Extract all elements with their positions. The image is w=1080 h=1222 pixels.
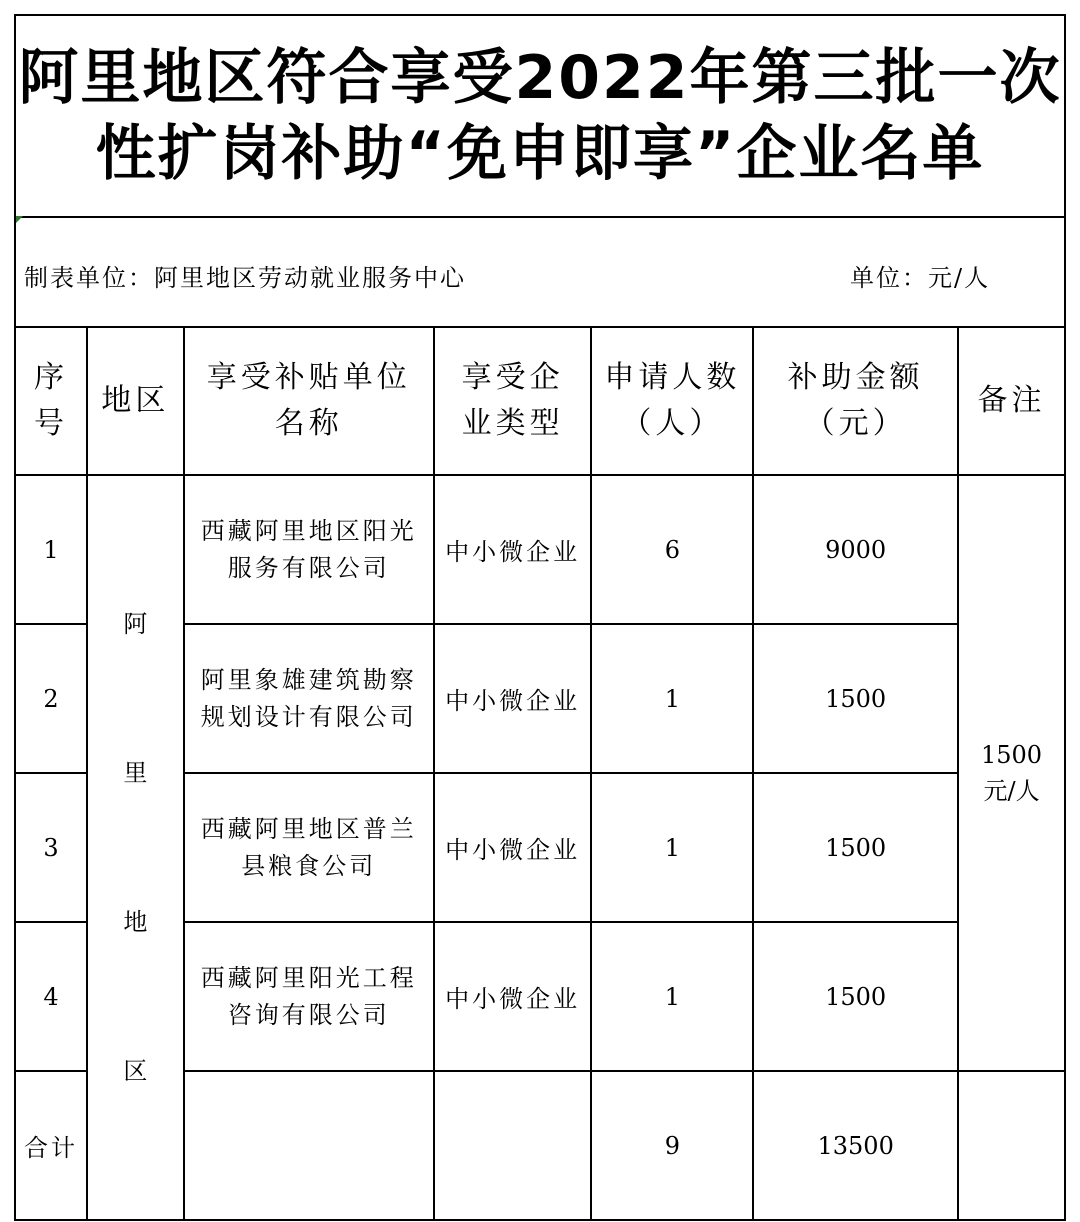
row-index: 2 [15,624,87,773]
cell-corner-marker [16,216,23,223]
region-char: 里 [123,758,148,787]
total-amount: 13500 [753,1071,958,1220]
header-name: 享受补贴单位名称 [184,327,434,475]
subsidy-sheet [14,14,1066,1207]
title-line-2: 性扩岗补助“免申即享”企业名单 [95,119,985,189]
applicant-count: 1 [591,922,753,1071]
region-char: 阿 [123,609,148,638]
subsidy-amount: 1500 [753,922,958,1071]
total-people: 9 [591,1071,753,1220]
row-index: 4 [15,922,87,1071]
note-cell: 1500元/人 [958,475,1065,1071]
preparing-unit: 制表单位：阿里地区劳动就业服务中心 [24,264,466,292]
empty-cell [434,1071,592,1220]
applicant-count: 6 [591,475,753,624]
title-line-1: 阿里地区符合享受2022年第三批一次 [18,43,1062,113]
enterprise-type: 中小微企业 [434,922,592,1071]
header-region: 地区 [87,327,184,475]
header-people: 申请人数（人） [591,327,753,475]
empty-cell [958,1071,1065,1220]
info-row [14,216,1066,328]
header-row [15,327,1065,475]
row-index: 3 [15,773,87,922]
enterprise-type: 中小微企业 [434,475,592,624]
region-char: 区 [123,1056,148,1085]
header-index: 序号 [15,327,87,475]
region-cell [87,475,184,1220]
header-type: 享受企业类型 [434,327,592,475]
title-block [14,14,1066,218]
enterprise-table [14,326,1066,1221]
enterprise-name: 西藏阿里地区阳光服务有限公司 [184,475,434,624]
empty-cell [184,1071,434,1220]
total-label: 合计 [15,1071,87,1220]
enterprise-type: 中小微企业 [434,624,592,773]
enterprise-name: 阿里象雄建筑勘察规划设计有限公司 [184,624,434,773]
subsidy-amount: 1500 [753,624,958,773]
row-index: 1 [15,475,87,624]
enterprise-name: 西藏阿里阳光工程咨询有限公司 [184,922,434,1071]
enterprise-type: 中小微企业 [434,773,592,922]
applicant-count: 1 [591,624,753,773]
applicant-count: 1 [591,773,753,922]
currency-unit: 单位：元/人 [850,264,991,292]
table-row [15,475,1065,624]
enterprise-name: 西藏阿里地区普兰县粮食公司 [184,773,434,922]
region-char: 地 [123,907,148,936]
subsidy-amount: 1500 [753,773,958,922]
header-amount: 补助金额（元） [753,327,958,475]
header-note: 备注 [958,327,1065,475]
subsidy-amount: 9000 [753,475,958,624]
